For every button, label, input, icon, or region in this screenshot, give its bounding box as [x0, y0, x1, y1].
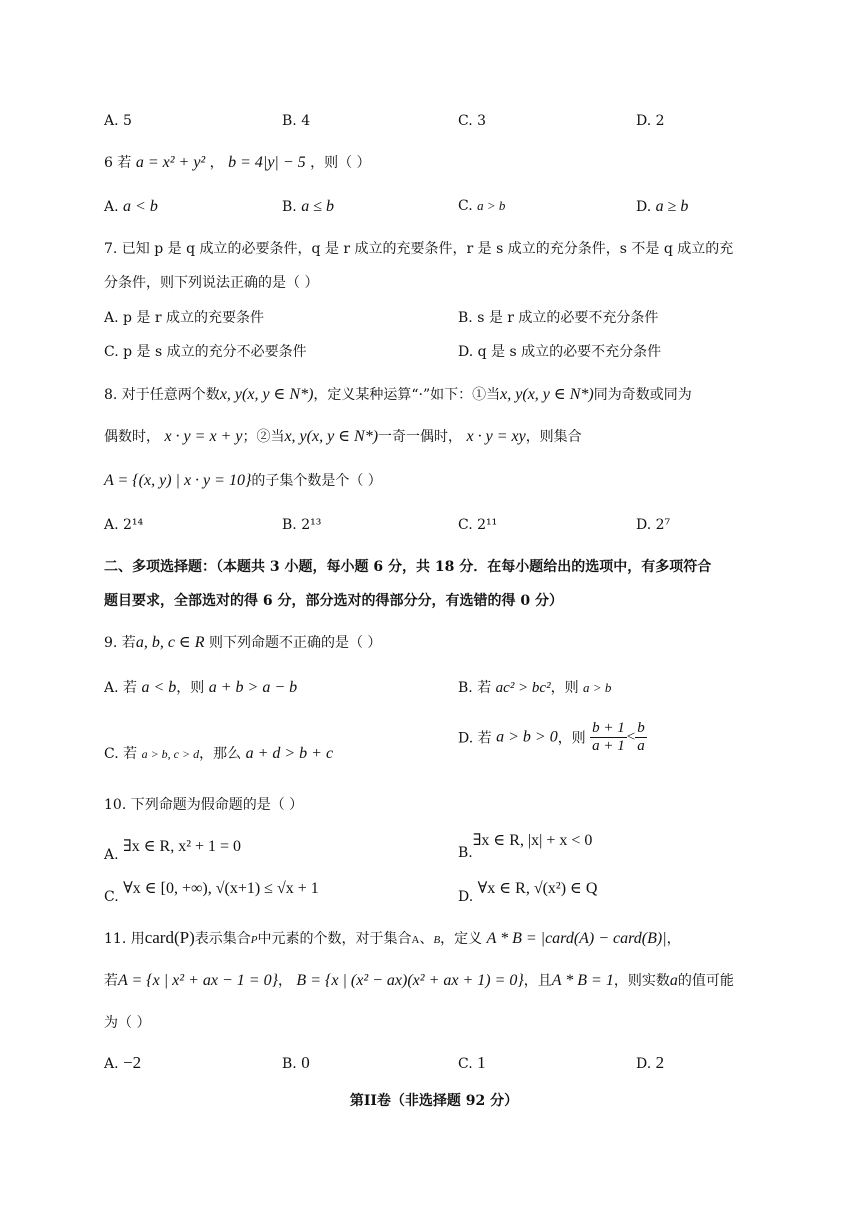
q8-option-b: B. 2¹³ [282, 517, 322, 533]
section2-line1: 二、多项选择题：（本题共 3 小题，每小题 6 分，共 18 分．在每小题给出的选项中，有多项符合 [104, 559, 712, 575]
q7-option-c: C. p 是 s 成立的充分不必要条件 [104, 344, 307, 360]
q8-math6: A = {(x, y) | x · y = 10} [104, 472, 252, 489]
q8-math4: x, y(x, y ∈ N*) [284, 428, 379, 445]
q11-line2: 若A = {x | x² + ax − 1 = 0}， B = {x | (x² − ax)(x² + ax + 1) = 0}，且A * B = 1，则实数a的值可能 [104, 972, 734, 989]
q6-option-d: D. a ≥ b [636, 198, 689, 215]
q8-math1: x, y(x, y ∈ N*) [219, 386, 314, 403]
q7-option-a: A. p 是 r 成立的充要条件 [104, 310, 265, 326]
q5-option-b: B. 4 [282, 113, 311, 129]
q5-option-c: C. 3 [458, 113, 487, 129]
q11-math6: A = {x | x² + ax − 1 = 0} [118, 972, 278, 989]
q7-option-b: B. s 是 r 成立的必要不充分条件 [458, 310, 659, 326]
q8-math3: x · y = x + y [164, 428, 243, 445]
q8-option-a: A. 2¹⁴ [104, 517, 144, 533]
part2-title: 第II卷（非选择题 92 分） [349, 1093, 519, 1109]
q5-option-a: A. 5 [104, 113, 132, 129]
q11-option-b: B. 0 [282, 1053, 310, 1072]
q11-line1: 11. 用card(P)表示集合P中元素的个数，对于集合A、B，定义 A * B = |card(A) − card(B)|， [104, 928, 681, 947]
q6-option-c: C. a > b [458, 198, 506, 214]
q11-math5: A * B = |card(A) − card(B)| [486, 930, 667, 947]
q8-option-c: C. 2¹¹ [458, 517, 498, 533]
q9-option-c: C. 若 a > b, c > d，那么 a + d > b + c [104, 745, 334, 762]
q9-d-fraction1: $\frac{b + 1}{a + 1}$ [592, 720, 625, 754]
q8-math2: x, y(x, y ∈ N*) [500, 386, 594, 403]
q8-line3: A = {(x, y) | x · y = 10}的子集个数是个（ ） [104, 472, 382, 489]
q9-math: a, b, c ∈ R [135, 634, 205, 651]
q6-stem: 6 若 a = x² + y² ， b = 4|y| − 5 ，则（ ） [104, 154, 371, 171]
q11-option-c: C. 1 [458, 1053, 486, 1072]
q11-option-a: A. −2 [104, 1053, 142, 1072]
q8-line1: 8. 对于任意两个数x, y(x, y ∈ N*)，定义某种运算“·”如下：①当x, y(x, y ∈ N*)同为奇数或同为 [104, 386, 692, 403]
q11-line3: 为（ ） [104, 1015, 151, 1031]
q10-option-a: A. ∃x ∈ R, x² + 1 = 0 [104, 838, 242, 863]
q11-option-d: D. 2 [636, 1053, 665, 1072]
q9-option-d: D. 若 a > b > 0，则 $\frac{b + 1}{a + 1}$ < $\frac{b}{a}$ [458, 720, 645, 754]
q6-math2: b = 4|y| − 5 [228, 154, 306, 171]
q6-option-a: A. a < b [104, 198, 158, 215]
q9-option-b: B. 若 ac² > bc²，则 a > b [458, 680, 612, 696]
q7-option-d: D. q 是 s 成立的必要不充分条件 [458, 344, 662, 360]
q10-option-c: C. ∀x ∈ [0, +∞), √(x+1) ≤ √x + 1 [104, 880, 319, 905]
q8-line2: 偶数时， x · y = x + y；②当x, y(x, y ∈ N*)一奇一偶时， x · y = xy，则集合 [104, 428, 582, 445]
q6-option-b: B. a ≤ b [282, 198, 334, 215]
q7-line2: 分条件，则下列说法正确的是（ ） [104, 275, 319, 291]
q10-title: 10. 下列命题为假命题的是（ ） [104, 797, 304, 813]
q11-math1: card(P) [144, 928, 195, 947]
q6-suffix: ，则（ ） [310, 155, 371, 171]
q9-option-a: A. 若 a < b，则 a + b > a − b [104, 679, 298, 696]
q9-d-fraction2: $\frac{b}{a}$ [637, 720, 645, 754]
q10-option-d: D. ∀x ∈ R, √(x²) ∈ Q [458, 880, 598, 905]
q11-math7: B = {x | (x² − ax)(x² + ax + 1) = 0} [296, 972, 524, 989]
q6-prefix: 若 [117, 155, 132, 171]
q8-math5: x · y = xy [466, 428, 526, 445]
q6-number: 6 [104, 155, 113, 171]
q10-option-b: B.∃x ∈ R, |x| + x < 0 [458, 832, 593, 861]
q8-option-d: D. 2⁷ [636, 517, 671, 533]
q5-option-d: D. 2 [636, 113, 665, 129]
section2-line2: 题目要求，全部选对的得 6 分，部分选对的得部分分，有选错的得 0 分） [104, 593, 563, 609]
q6-math1: a = x² + y² [135, 154, 206, 171]
q7-line1: 7. 已知 p 是 q 成立的必要条件，q 是 r 成立的充要条件，r 是 s 成立的充分条件，s 不是 q 成立的充 [104, 241, 734, 257]
q9-stem: 9. 若a, b, c ∈ R 则下列命题不正确的是（ ） [104, 634, 382, 651]
